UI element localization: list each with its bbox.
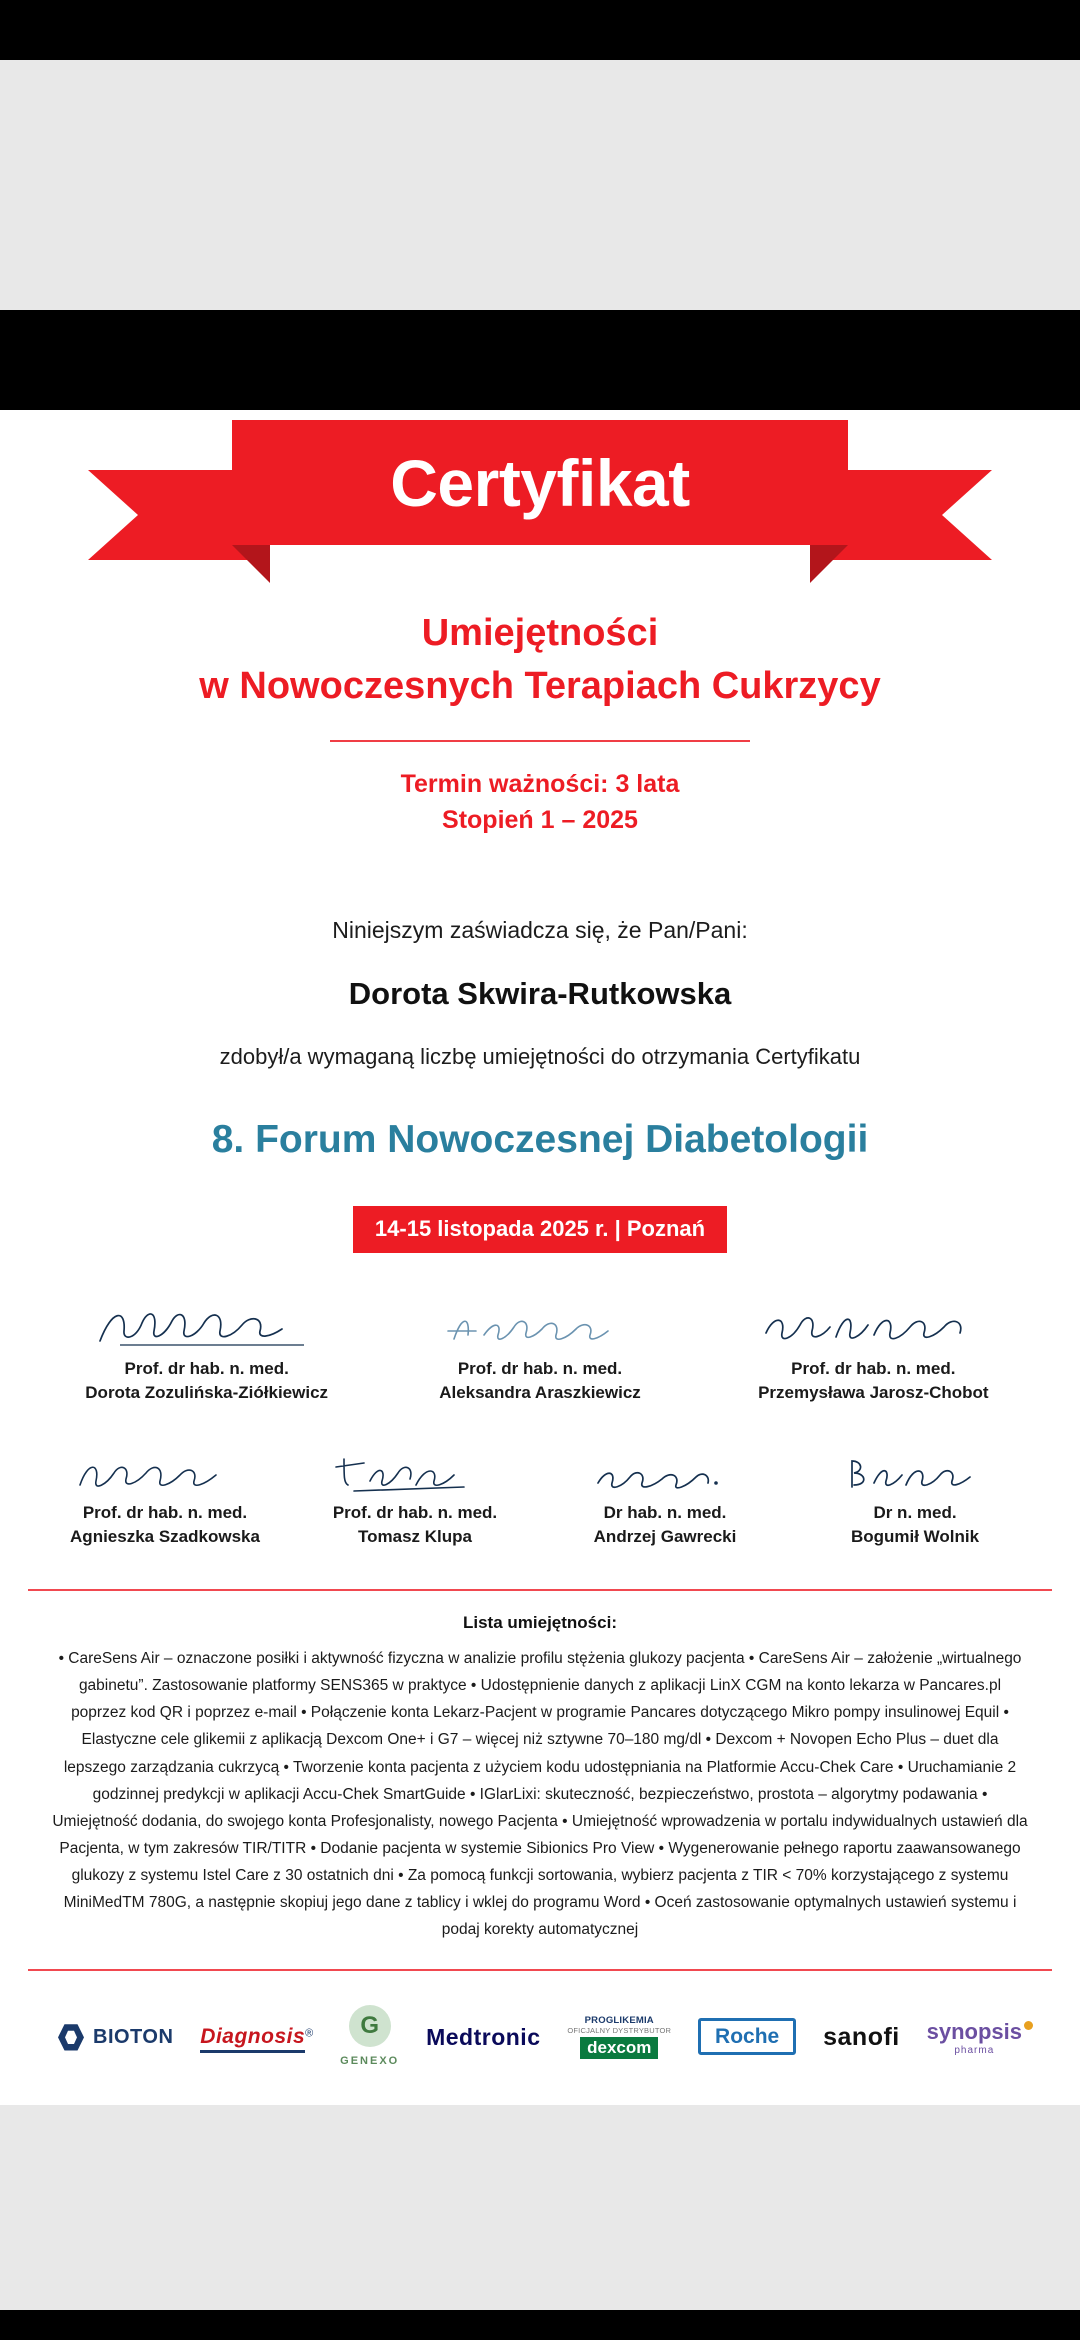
skills-list-text: • CareSens Air – oznaczone posiłki i aktywność fizyczna w analizie profilu stężenia glukozy pacjenta • CareSens Air – założenie „wirtualnego gabinetu”. Zastosowanie platformy SENS365 w praktyce • Udostępnienie danych z aplikacji LinX CGM na konto lekarza w Pancares.pl poprzez kod QR i poprzez e-mail • Połączenie konta Lekarz-Pacjent w programie Pancares dotyczącego Mikro pompy insulinowej Equil • Elastyczne cele glikemii z aplikacją Dexcom One+ i G7 – więcej niż sztywne 70–180 mg/dl • Dexcom + Novopen Echo Plus – duet dla lepszego zarządzania cukrzycą • Tworzenie konta pacjenta z użyciem kodu udostępniania na Platformie Accu-Chek Care • Uruchamianie 2 godzinnej predykcji w aplikacji Accu-Chek SmartGuide • IGlarLixi: skuteczność, bezpieczeństwo, prostota – algorytmy podawania • Umiejętność dodania, do swojego konta Profesjonalisty, nowego Pacjenta • Umiejętność wprowadzenia w portalu indywidualnych ustawień dla Pacjenta, w tym zakresów TIR/TITR • Dodanie pacjenta w systemie Sibionics Pro View • Wygenerowanie pełnego raportu zaawansowanego glukozy z systemu Istel Care z 30 ostatnich dni • Za pomocą funkcji sortowania, wybierz pacjenta z TIR < 70% korzystającego z systemu MiniMedTM 780G, a następnie skopiuj jego dane z tablicy i wklej do programu Word • Oceń zastosowanie optymalnych ustawień systemu i podaj korekty automatycznej — [52, 1650, 1028, 1939]
signature-row-1 — [0, 1297, 1080, 1405]
signature-icon — [46, 1441, 284, 1495]
signature-name — [296, 1501, 534, 1549]
certificate-ribbon — [0, 410, 1080, 610]
signature-title: Prof. dr hab. n. med. — [124, 1358, 289, 1378]
genexo-mark-icon: G — [349, 2005, 391, 2047]
signature-title: Dr n. med. — [873, 1502, 957, 1522]
signature-icon — [546, 1441, 784, 1495]
event-name: 8. Forum Nowoczesnej Diabetologii — [211, 1117, 869, 1161]
signature-icon — [296, 1441, 534, 1495]
certificate-page — [0, 410, 1080, 2105]
awarded-intro-text: Niniejszym zaświadcza się, że Pan/Pani: — [332, 916, 748, 943]
signature-block — [40, 1441, 290, 1549]
signature-title: Prof. dr hab. n. med. — [791, 1358, 956, 1378]
sponsor-sublabel: pharma — [954, 2044, 995, 2056]
certificate-subtitle-line2: w Nowoczesnych Terapiach Cukrzycy — [199, 665, 881, 707]
signature-title: Prof. dr hab. n. med. — [82, 1502, 248, 1522]
signature-icon — [379, 1297, 700, 1351]
signature-title: Prof. dr hab. n. med. — [332, 1502, 498, 1522]
event-date-badge: 14-15 listopada 2025 r. | Poznań — [353, 1206, 727, 1253]
signature-name — [46, 1357, 367, 1405]
signature-person: Agnieszka Szadkowska — [70, 1526, 260, 1546]
sponsor-label: Medtronic — [426, 2023, 541, 2050]
sponsor-label: Diagnosis — [200, 2025, 305, 2053]
sponsor-logos-row — [0, 1971, 1080, 2095]
event-date-badge-wrap — [0, 1206, 1080, 1253]
sponsor-logo-medtronic — [426, 2024, 540, 2051]
certificate-subtitle-line1: Umiejętności — [421, 612, 659, 654]
sponsor-logo-roche — [698, 2025, 796, 2049]
sponsor-logo-genexo — [340, 2005, 399, 2069]
divider-below-skills — [28, 1969, 1052, 1971]
signature-block — [40, 1297, 373, 1405]
sponsor-label: Roche — [698, 2018, 796, 2055]
signature-person: Andrzej Gawrecki — [593, 1526, 737, 1546]
sponsor-label: synopsis — [926, 2018, 1022, 2044]
dexcom-partner-subline: OFICJALNY DYSTRYBUTOR — [567, 2026, 672, 2036]
ribbon-banner — [232, 420, 848, 545]
sponsor-label: GENEXO — [340, 2055, 400, 2068]
signature-name — [713, 1357, 1034, 1405]
sponsor-logo-sanofi — [823, 2023, 900, 2052]
signature-icon — [713, 1297, 1034, 1351]
certificate-title: Certyfikat — [390, 445, 690, 520]
signature-person: Tomasz Klupa — [358, 1526, 472, 1546]
signature-name — [379, 1357, 700, 1405]
signature-name — [546, 1501, 784, 1549]
divider-above-skills — [28, 1589, 1052, 1591]
validity-block — [0, 766, 1080, 839]
signature-title: Dr hab. n. med. — [603, 1502, 727, 1522]
page-background-top — [0, 60, 1080, 310]
validity-level: Stopień 1 – 2025 — [442, 806, 638, 835]
signature-block — [707, 1297, 1040, 1405]
nav-bar-area — [0, 2310, 1080, 2340]
signature-block — [290, 1441, 540, 1549]
page-background-bottom — [0, 2105, 1080, 2310]
signature-block — [540, 1441, 790, 1549]
signature-person: Bogumił Wolnik — [850, 1526, 980, 1546]
validity-period: Termin ważności: 3 lata — [400, 770, 680, 798]
signature-name — [46, 1501, 284, 1549]
ribbon-fold-right — [810, 545, 848, 583]
signature-row-2 — [0, 1441, 1080, 1549]
status-bar-area — [0, 0, 1080, 60]
awarded-body-text: zdobył/a wymaganą liczbę umiejętności do otrzymania Certyfikatu — [219, 1043, 861, 1069]
sponsor-logo-dexcom — [567, 2015, 671, 2059]
signature-person: Przemysława Jarosz-Chobot — [758, 1382, 989, 1402]
signature-icon — [46, 1297, 367, 1351]
sponsor-label: sanofi — [823, 2022, 900, 2051]
signature-block — [373, 1297, 706, 1405]
divider-under-subtitle — [330, 740, 750, 742]
signature-block — [790, 1441, 1040, 1549]
synopsis-dot-icon — [1024, 2021, 1033, 2030]
recipient-name: Dorota Skwira-Rutkowska — [348, 975, 732, 1011]
sponsor-logo-synopsis — [927, 2019, 1022, 2056]
signature-title: Prof. dr hab. n. med. — [457, 1358, 623, 1378]
sponsor-logo-diagnosis — [200, 2025, 313, 2049]
sponsor-label: dexcom — [580, 2037, 658, 2059]
signature-person: Aleksandra Araszkiewicz — [439, 1382, 641, 1402]
bioton-hex-icon — [58, 2023, 84, 2051]
sponsor-logo-bioton — [58, 2023, 173, 2051]
signature-name — [796, 1501, 1034, 1549]
signature-icon — [796, 1441, 1034, 1495]
skills-heading: Lista umiejętności: — [463, 1613, 617, 1632]
signature-person: Dorota Zozulińska-Ziółkiewicz — [85, 1382, 329, 1402]
sponsor-label: BIOTON — [93, 2025, 174, 2048]
synopsis-wordmark — [927, 2019, 1022, 2045]
dexcom-partner-line: PROGLIKEMIA — [584, 2015, 654, 2027]
registered-trademark-icon: ® — [305, 2028, 314, 2041]
